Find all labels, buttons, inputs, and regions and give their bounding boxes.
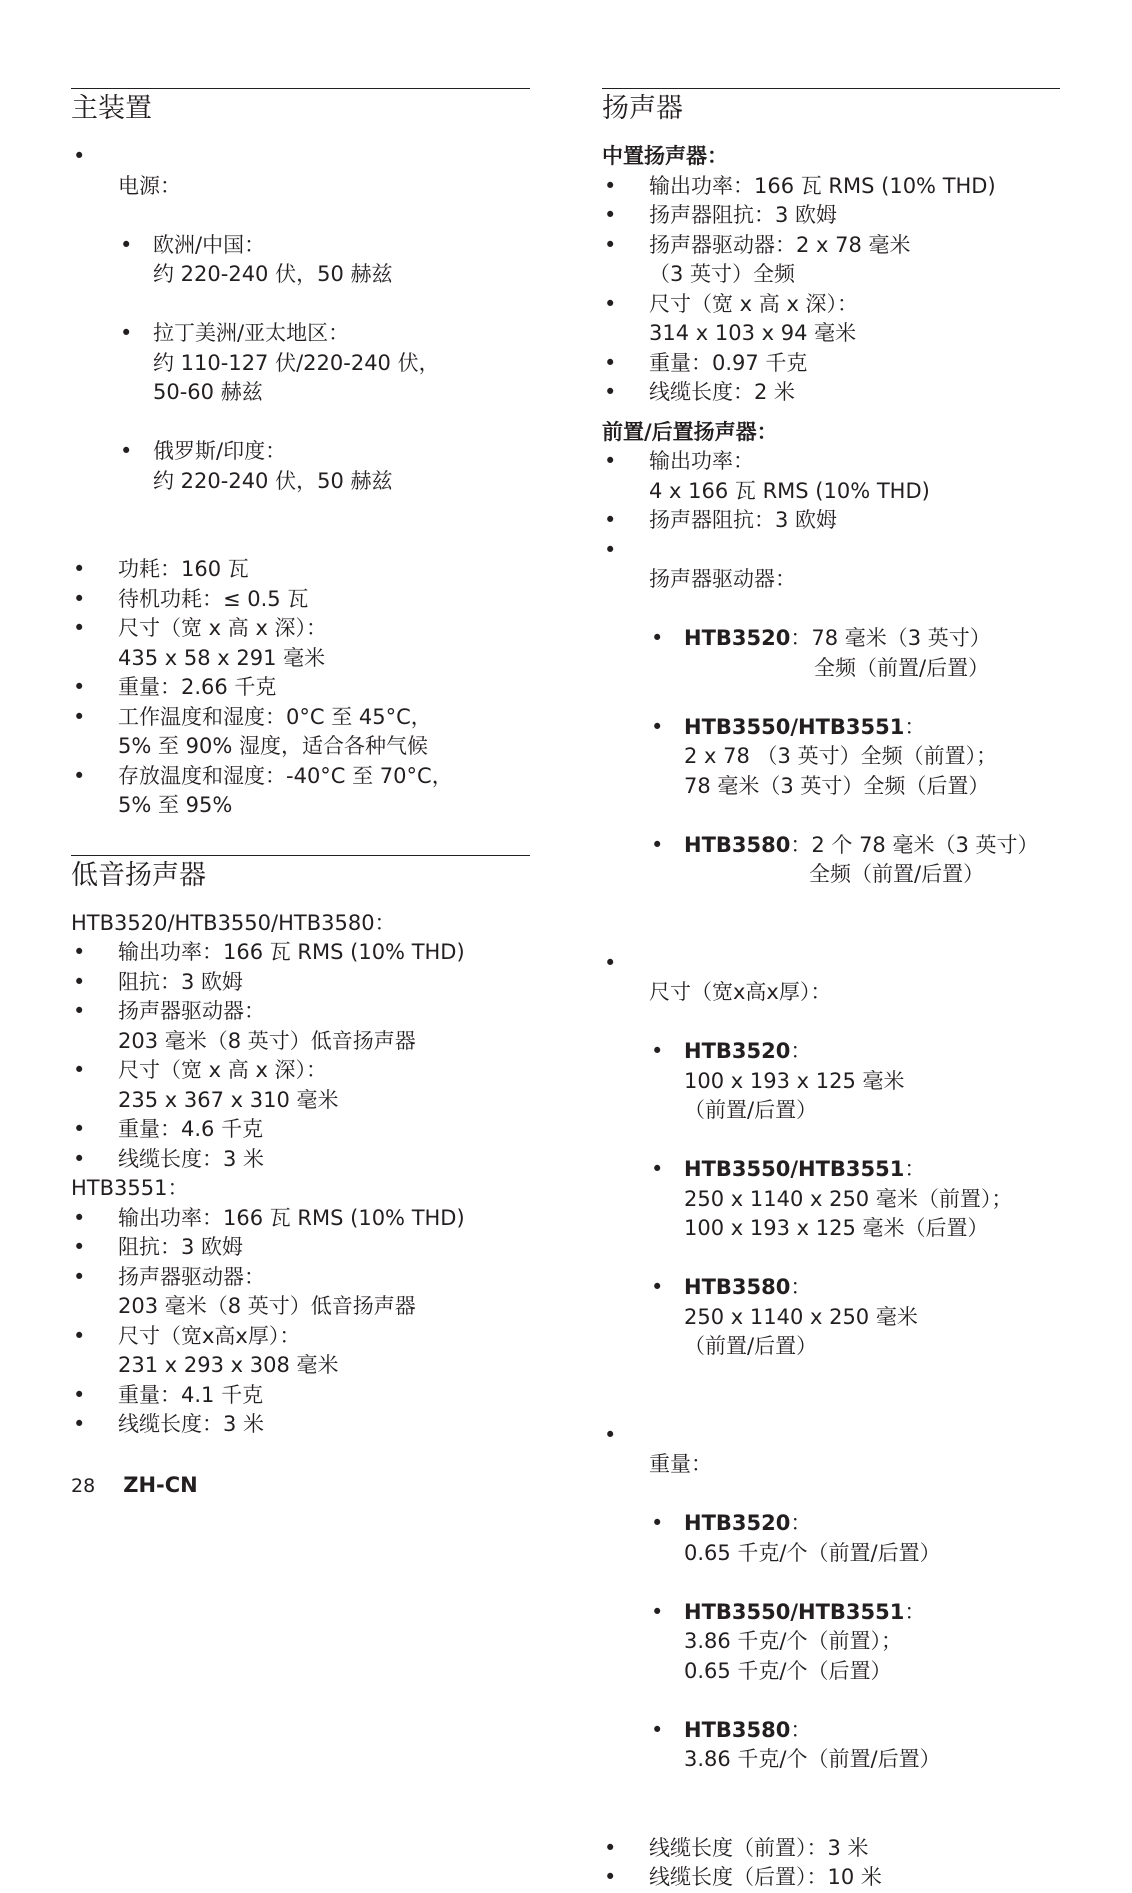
- spec-item: • 功耗：160 瓦: [71, 555, 530, 585]
- model-spec-item: • HTB3520： 100 x 193 x 125 毫米 （前置/后置）: [649, 1037, 1060, 1126]
- speakers-title: 扬声器: [602, 88, 1060, 127]
- subwoofer-models-heading: HTB3520/HTB3550/HTB3580：: [71, 910, 396, 935]
- spec-item: • 重量：2.66 千克: [71, 673, 530, 703]
- model-spec-item: • HTB3580： 250 x 1140 x 250 毫米 （前置/后置）: [649, 1273, 1060, 1362]
- language-code: ZH-CN: [123, 1473, 198, 1497]
- subwoofer-spec-list: [71, 938, 530, 1174]
- spec-item: • 重量：4.6 千克: [71, 1115, 530, 1145]
- model-name: HTB3550/HTB3551: [684, 714, 905, 739]
- model-name: HTB3580: [684, 832, 791, 857]
- center-speaker-spec-list: [602, 172, 1060, 408]
- model-spec-item: • HTB3520： 0.65 千克/个（前置/后置）: [649, 1509, 1060, 1568]
- power-region-item: • 拉丁美洲/亚太地区： 约 110-127 伏/220-240 伏， 50-60 赫兹: [118, 319, 530, 408]
- model-name: HTB3550/HTB3551: [684, 1599, 905, 1624]
- spec-item: • 线缆长度：3 米: [71, 1145, 530, 1175]
- drivers-model-list: [649, 595, 1060, 920]
- model-name: HTB3520: [684, 1039, 791, 1063]
- subwoofer-title: 低音扬声器: [71, 855, 530, 894]
- spec-item: • 线缆长度（前置）：3 米: [602, 1834, 1060, 1864]
- spec-item: • 线缆长度：2 米: [602, 378, 1060, 408]
- power-spec: [71, 142, 530, 555]
- spec-item: • 存放温度和湿度：-40°C 至 70°C， 5% 至 95%: [71, 762, 530, 821]
- spec-item: • 阻抗：3 欧姆: [71, 1233, 530, 1263]
- main-unit-spec-list: [71, 142, 530, 821]
- dimensions-spec: [602, 949, 1060, 1421]
- spec-item: • 扬声器阻抗：3 欧姆: [602, 201, 1060, 231]
- spec-item: • 待机功耗：≤ 0.5 瓦: [71, 585, 530, 615]
- drivers-label: 扬声器驱动器：: [649, 567, 796, 591]
- spec-item: • 尺寸（宽 x 高 x 深）： 435 x 58 x 291 毫米: [71, 614, 530, 673]
- spec-item: • 扬声器驱动器： 203 毫米（8 英寸）低音扬声器: [71, 1263, 530, 1322]
- front-rear-speaker-heading: 前置/后置扬声器：: [602, 419, 778, 444]
- spec-item: • 线缆长度（后置）：10 米: [602, 1863, 1060, 1893]
- model-name: HTB3580: [684, 1275, 791, 1299]
- power-region-item: • 欧洲/中国： 约 220-240 伏，50 赫兹: [118, 231, 530, 290]
- weight-label: 重量：: [649, 1452, 712, 1476]
- spec-item: • 输出功率：166 瓦 RMS (10% THD): [71, 1204, 530, 1234]
- spec-item: • 重量：4.1 千克: [71, 1381, 530, 1411]
- spec-item: • 输出功率：166 瓦 RMS (10% THD): [602, 172, 1060, 202]
- model-name: HTB3580: [684, 1717, 791, 1742]
- spec-item: • 阻抗：3 欧姆: [71, 968, 530, 998]
- subwoofer-models-heading: HTB3551：: [71, 1176, 189, 1200]
- page-number: 28: [71, 1475, 96, 1497]
- spec-item: • 线缆长度：3 米: [71, 1410, 530, 1440]
- spec-item: • 输出功率： 4 x 166 瓦 RMS (10% THD): [602, 447, 1060, 506]
- weight-spec: [602, 1421, 1060, 1834]
- power-region-list: [118, 201, 530, 526]
- spec-item: • 尺寸（宽x高x厚）： 231 x 293 x 308 毫米: [71, 1322, 530, 1381]
- spec-item: • 扬声器驱动器：2 x 78 毫米 （3 英寸）全频: [602, 231, 1060, 290]
- model-spec-item: • HTB3520：78 毫米（3 英寸） 全频（前置/后置）: [649, 624, 1060, 683]
- spec-item: • 尺寸（宽 x 高 x 深）： 235 x 367 x 310 毫米: [71, 1056, 530, 1115]
- left-column: [71, 88, 530, 1440]
- drivers-spec: [602, 536, 1060, 949]
- page-footer: [71, 1472, 198, 1499]
- main-unit-title: 主装置: [71, 88, 530, 127]
- spec-item: • 工作温度和湿度：0°C 至 45°C， 5% 至 90% 湿度，适合各种气候: [71, 703, 530, 762]
- right-column: [602, 88, 1060, 1893]
- model-name: HTB3520: [684, 1511, 791, 1535]
- front-rear-speaker-spec-list: [602, 447, 1060, 1893]
- model-spec-item: • HTB3580：2 个 78 毫米（3 英寸） 全频（前置/后置）: [649, 831, 1060, 890]
- power-label: 电源：: [118, 173, 181, 198]
- model-spec-item: • HTB3550/HTB3551： 3.86 千克/个（前置）； 0.65 千克/个（后置）: [649, 1598, 1060, 1687]
- model-spec-item: • HTB3550/HTB3551： 250 x 1140 x 250 毫米（前置）； 100 x 193 x 125 毫米（后置）: [649, 1155, 1060, 1244]
- spec-item: • 扬声器阻抗：3 欧姆: [602, 506, 1060, 536]
- model-name: HTB3520: [684, 626, 791, 650]
- dimensions-label: 尺寸（宽x高x厚）：: [649, 980, 832, 1004]
- center-speaker-heading: 中置扬声器：: [602, 144, 728, 168]
- spec-item: • 重量：0.97 千克: [602, 349, 1060, 379]
- weight-model-list: [649, 1480, 1060, 1805]
- dimensions-model-list: [649, 1008, 1060, 1392]
- subwoofer-spec-list: [71, 1204, 530, 1440]
- model-spec-item: • HTB3580： 3.86 千克/个（前置/后置）: [649, 1716, 1060, 1775]
- power-region-item: • 俄罗斯/印度： 约 220-240 伏，50 赫兹: [118, 437, 530, 496]
- model-name: HTB3550/HTB3551: [684, 1157, 905, 1181]
- spec-item: • 输出功率：166 瓦 RMS (10% THD): [71, 938, 530, 968]
- spec-item: • 尺寸（宽 x 高 x 深）： 314 x 103 x 94 毫米: [602, 290, 1060, 349]
- spec-item: • 扬声器驱动器： 203 毫米（8 英寸）低音扬声器: [71, 997, 530, 1056]
- model-spec-item: • HTB3550/HTB3551： 2 x 78 （3 英寸）全频（前置）； 78 毫米（3 英寸）全频（后置）: [649, 713, 1060, 802]
